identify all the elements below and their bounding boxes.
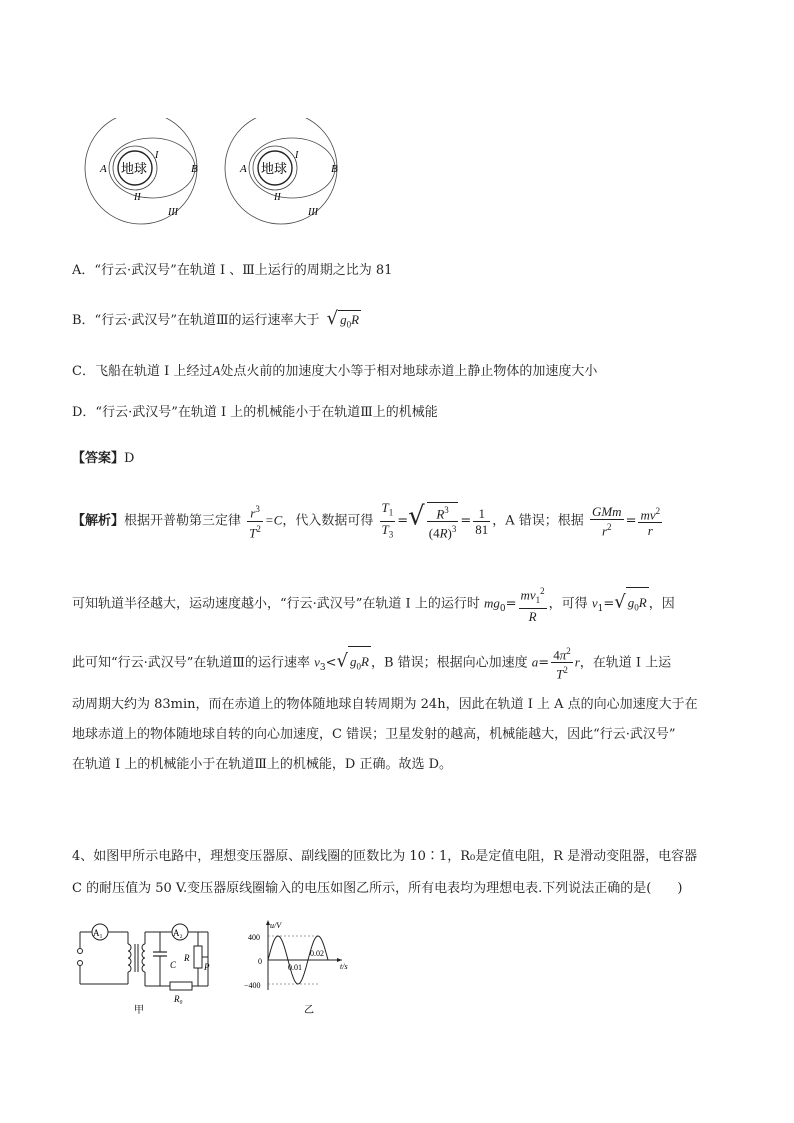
y-min-label: −400 bbox=[244, 981, 261, 990]
option-c-prefix: C．飞船在轨道 I 上经过 bbox=[72, 364, 213, 379]
x-axis-label: t/s bbox=[340, 962, 348, 971]
orbit-diagram-left bbox=[85, 118, 198, 224]
option-b-text: B．“行云·武汉号”在轨道Ⅲ的运行速率大于 bbox=[72, 313, 320, 328]
analysis-line-2: 可知轨道半径越大，运动速度越小，“行云·武汉号”在轨道 I 上的运行时 $mg_0=$ $\frac{mv_1^2}{R}$ ，可得 $v_1=√$ $g_0R$ ，因 bbox=[72, 586, 675, 624]
primary-coil bbox=[128, 944, 131, 972]
analysis-text: ，B 错误；根据向心加速度 bbox=[370, 655, 528, 671]
input-terminal-top bbox=[78, 949, 83, 954]
circuit-caption: 甲 bbox=[134, 1005, 144, 1016]
analysis-text: ，因 bbox=[648, 596, 675, 612]
analysis-text: ，A 错误；根据 bbox=[492, 513, 584, 529]
earth-label: 地球 bbox=[121, 161, 148, 176]
orbit-III-label: III bbox=[308, 207, 318, 218]
period-sqrt-fraction: $\frac{R^3}{(4R)^3}$ bbox=[427, 502, 459, 541]
origin-label: 0 bbox=[258, 957, 262, 966]
secondary-coil bbox=[142, 944, 145, 972]
analysis-text: ，在轨道 I 上运 bbox=[579, 655, 672, 671]
slider-label: P bbox=[204, 962, 210, 972]
capacitor-label: C bbox=[170, 960, 177, 970]
wave-caption: 乙 bbox=[304, 1005, 314, 1016]
orbit-I-label: I bbox=[295, 150, 299, 161]
analysis-text: 可知轨道半径越大，运动速度越小，“行云·武汉号”在轨道 I 上的运行时 bbox=[72, 596, 480, 612]
answer-line bbox=[72, 450, 134, 468]
sqrt-g0R: √ $g_0R$ bbox=[327, 313, 361, 328]
analysis-text: 根据开普勒第三定律 bbox=[124, 513, 242, 529]
voltage-wave-chart bbox=[240, 918, 360, 1018]
point-B-label: B bbox=[331, 163, 338, 175]
analysis-line-1: 【解析】根据开普勒第三定律 $\frac{r^3}{T^2}$ =C，代入数据可得 $\frac{T_1}{T_3}$ =√ $\frac{R^3}{(4R)^3}$ = $\frac{1}{81}$ ，A 错误；根据 $\frac{\text{GMm}}{r^2}$ = $\frac{mv^2}{r}$ bbox=[72, 500, 661, 541]
point-B-label: B bbox=[191, 163, 198, 175]
orbit-I-label: I bbox=[155, 150, 159, 161]
t1-label: 0.01 bbox=[288, 963, 302, 972]
option-d: D．“行云·武汉号”在轨道 I 上的机械能小于在轨道Ⅲ上的机械能 bbox=[72, 405, 438, 420]
orbit-III-label: III bbox=[168, 207, 178, 218]
period-ratio: $\frac{T_1}{T_3}$ bbox=[381, 500, 394, 540]
rheostat-r bbox=[194, 946, 202, 968]
question4-line-2: C 的耐压值为 50 V.变压器原线圈输入的电压如图乙所示，所有电表均为理想电表.下列说法正确的是( ) bbox=[72, 881, 683, 896]
question4-line-1: 4、如图甲所示电路中，理想变压器原、副线圈的匝数比为 10∶1，R₀是定值电阻，R 是滑动变阻器，电容器 bbox=[72, 849, 698, 864]
circuit-figure bbox=[70, 918, 230, 1018]
rheostat-label: R bbox=[184, 953, 190, 963]
gravity-fraction: $\frac{\text{GMm}}{r^2}$ bbox=[591, 503, 622, 539]
orbit-figure bbox=[80, 118, 370, 228]
accel-fraction: $\frac{4\pi^2}{T^2}$ bbox=[553, 646, 571, 682]
analysis-text: 此可知“行云·武汉号”在轨道Ⅲ的运行速率 bbox=[72, 655, 310, 671]
centripetal-fraction: $\frac{mv^2}{r}$ bbox=[640, 505, 661, 539]
analysis-text: ，代入数据可得 bbox=[282, 513, 374, 529]
analysis-line-4: 动周期大约为 83min，而在赤道上的物体随地球自转周期为 24h，因此在轨道 I 上 A 点的向心加速度大于在 bbox=[72, 697, 698, 712]
ammeter-a1-label: A₁ bbox=[93, 928, 103, 938]
analysis-line-3: 此可知“行云·武汉号”在轨道Ⅲ的运行速率 $v_3<√$ $g_0R$ ，B 错误；根据向心加速度 a= $\frac{4\pi^2}{T^2}$ r，在轨道 I 上运 bbox=[72, 646, 672, 682]
one-over-81: $\frac{1}{81}$ bbox=[475, 505, 489, 537]
analysis-text: ，可得 bbox=[548, 596, 588, 612]
option-c-suffix: 处点火前的加速度大小等于相对地球赤道上静止物体的加速度大小 bbox=[220, 364, 598, 379]
option-c bbox=[72, 362, 597, 381]
t2-label: 0.02 bbox=[310, 949, 324, 958]
resistor-r0 bbox=[170, 982, 192, 990]
option-b bbox=[72, 310, 361, 334]
orbit-I-fraction: $\frac{mv_1^2}{R}$ bbox=[520, 586, 545, 624]
orbit-II-label: II bbox=[274, 192, 281, 203]
analysis-line-5: 地球赤道上的物体随地球自转的向心加速度，C 错误；卫星发射的越高，机械能越大，因此“行云·武汉号” bbox=[72, 727, 676, 742]
y-axis-label: u/V bbox=[270, 921, 282, 930]
option-c-point: A bbox=[212, 363, 221, 378]
earth-label: 地球 bbox=[261, 161, 288, 176]
orbit-diagram-right bbox=[225, 118, 338, 224]
input-terminal-bottom bbox=[78, 961, 83, 966]
analysis-label: 【解析】 bbox=[72, 513, 125, 529]
answer-value: D bbox=[124, 451, 135, 466]
analysis-line-6: 在轨道 I 上的机械能小于在轨道Ⅲ上的机械能，D 正确。故选 D。 bbox=[72, 757, 453, 772]
resistor-r0-label: R₀ bbox=[174, 994, 183, 1004]
point-A-label: A bbox=[240, 163, 247, 175]
answer-label: 【答案】 bbox=[72, 451, 125, 466]
point-A-label: A bbox=[100, 163, 107, 175]
option-a: A．“行云·武汉号”在轨道 I 、Ⅲ上运行的周期之比为 81 bbox=[72, 263, 393, 278]
orbit-II-label: II bbox=[134, 192, 141, 203]
kepler-fraction: $\frac{r^3}{T^2}$ bbox=[249, 504, 261, 540]
ammeter-a2-label: A₂ bbox=[173, 928, 183, 938]
y-max-label: 400 bbox=[248, 933, 260, 942]
